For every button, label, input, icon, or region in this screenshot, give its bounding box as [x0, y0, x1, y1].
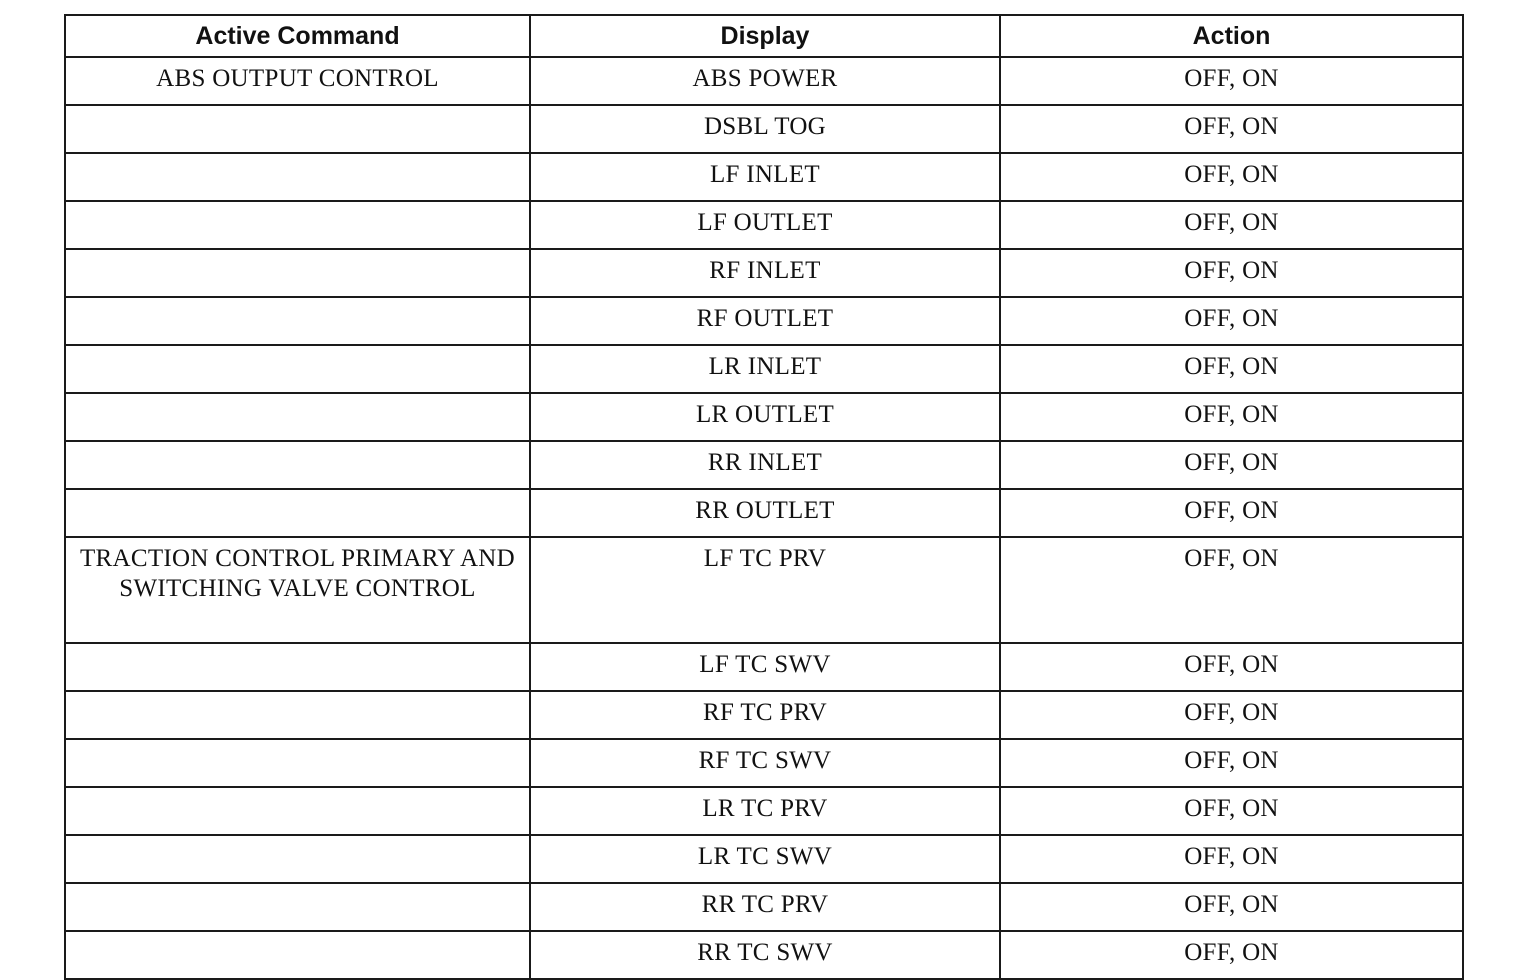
cell-active-command: [65, 643, 530, 691]
column-header-display: Display: [530, 15, 1000, 57]
table-row: [65, 835, 1463, 883]
cell-action: OFF, ON: [1000, 787, 1463, 835]
table-row: [65, 739, 1463, 787]
cell-action: OFF, ON: [1000, 105, 1463, 153]
cell-display: LF INLET: [530, 153, 1000, 201]
cell-action: OFF, ON: [1000, 537, 1463, 643]
cell-display: RF TC PRV: [530, 691, 1000, 739]
cell-action: OFF, ON: [1000, 931, 1463, 979]
cell-display: LR INLET: [530, 345, 1000, 393]
cell-action: OFF, ON: [1000, 153, 1463, 201]
table-row: [65, 489, 1463, 537]
cell-active-command: [65, 345, 530, 393]
cell-active-command: [65, 201, 530, 249]
cell-display: ABS POWER: [530, 57, 1000, 105]
cell-active-command: [65, 441, 530, 489]
table-row: [65, 201, 1463, 249]
column-header-active-command: Active Command: [65, 15, 530, 57]
cell-active-command: TRACTION CONTROL PRIMARY AND SWITCHING VALVE CONTROL: [65, 537, 530, 643]
cell-active-command: [65, 691, 530, 739]
cell-action: OFF, ON: [1000, 393, 1463, 441]
command-table: [64, 14, 1464, 980]
table-row: [65, 537, 1463, 643]
table-row: [65, 297, 1463, 345]
table-row: [65, 931, 1463, 979]
table-row: [65, 441, 1463, 489]
cell-active-command: [65, 787, 530, 835]
cell-action: OFF, ON: [1000, 835, 1463, 883]
cell-active-command: [65, 489, 530, 537]
cell-display: RF OUTLET: [530, 297, 1000, 345]
cell-action: OFF, ON: [1000, 345, 1463, 393]
cell-active-command: [65, 739, 530, 787]
cell-display: LF OUTLET: [530, 201, 1000, 249]
cell-active-command: [65, 835, 530, 883]
cell-display: RR TC SWV: [530, 931, 1000, 979]
cell-action: OFF, ON: [1000, 691, 1463, 739]
cell-action: OFF, ON: [1000, 739, 1463, 787]
cell-action: OFF, ON: [1000, 489, 1463, 537]
cell-display: RR TC PRV: [530, 883, 1000, 931]
cell-action: OFF, ON: [1000, 249, 1463, 297]
header-row: [65, 15, 1463, 57]
cell-active-command: [65, 249, 530, 297]
cell-action: OFF, ON: [1000, 201, 1463, 249]
table-row: [65, 393, 1463, 441]
table-row: [65, 691, 1463, 739]
cell-active-command: ABS OUTPUT CONTROL: [65, 57, 530, 105]
table-row: [65, 345, 1463, 393]
cell-display: LF TC SWV: [530, 643, 1000, 691]
cell-display: RF TC SWV: [530, 739, 1000, 787]
column-header-action: Action: [1000, 15, 1463, 57]
table-row: [65, 883, 1463, 931]
cell-action: OFF, ON: [1000, 297, 1463, 345]
cell-active-command: [65, 297, 530, 345]
cell-action: OFF, ON: [1000, 57, 1463, 105]
table-row: [65, 57, 1463, 105]
table-row: [65, 249, 1463, 297]
table-row: [65, 643, 1463, 691]
cell-display: LR OUTLET: [530, 393, 1000, 441]
cell-active-command: [65, 153, 530, 201]
cell-display: LR TC SWV: [530, 835, 1000, 883]
table-body: [65, 57, 1463, 979]
cell-action: OFF, ON: [1000, 643, 1463, 691]
cell-display: RR OUTLET: [530, 489, 1000, 537]
cell-active-command: [65, 931, 530, 979]
cell-display: LF TC PRV: [530, 537, 1000, 643]
cell-display: RR INLET: [530, 441, 1000, 489]
cell-active-command: [65, 393, 530, 441]
cell-action: OFF, ON: [1000, 441, 1463, 489]
cell-display: DSBL TOG: [530, 105, 1000, 153]
table-row: [65, 105, 1463, 153]
cell-action: OFF, ON: [1000, 883, 1463, 931]
cell-active-command: [65, 105, 530, 153]
cell-display: RF INLET: [530, 249, 1000, 297]
cell-active-command: [65, 883, 530, 931]
table-row: [65, 787, 1463, 835]
table-row: [65, 153, 1463, 201]
cell-display: LR TC PRV: [530, 787, 1000, 835]
